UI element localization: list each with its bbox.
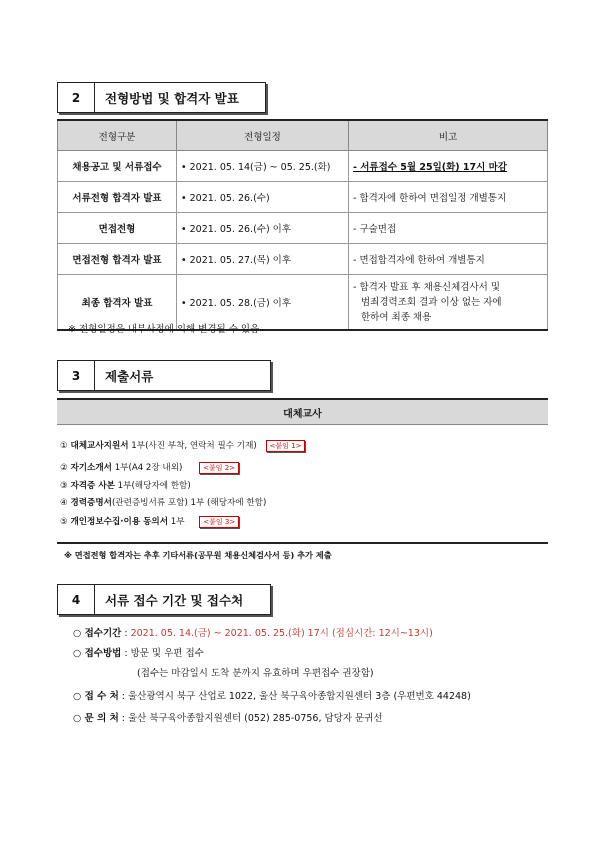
section-number: 4 — [57, 584, 94, 615]
item-name: 경력증명서 — [70, 498, 112, 508]
reception-contact: ○ 문 의 처 : 울산 북구육아종합지원센터 (052) 285-0756, 담당자 문귀선 — [73, 713, 383, 724]
item-number: ① — [60, 441, 68, 451]
attachment-tag: <붙임 3> — [199, 516, 239, 528]
contact-label: ○ 문 의 처 — [73, 713, 119, 724]
section-3-heading — [57, 360, 271, 391]
list-item — [60, 439, 305, 452]
method-note: (접수는 마감일시 도착 분까지 유효하며 우편접수 권장함) — [137, 668, 374, 679]
list-item — [60, 496, 266, 508]
table-row — [58, 213, 548, 244]
schedule-type: 면접전형 — [58, 213, 177, 244]
method-label: ○ 접수방법 — [73, 648, 122, 659]
item-name: 개인정보수집·이용 동의서 — [70, 517, 169, 527]
attachment-tag: <붙임 1> — [266, 440, 306, 452]
documents-header: 대체교사 — [57, 398, 548, 425]
schedule-type: 채용공고 및 서류접수 — [58, 151, 177, 182]
schedule-note: - 면접합격자에 한하여 개별통지 — [349, 244, 548, 275]
item-number: ③ — [60, 481, 68, 491]
schedule-date: • 2021. 05. 14(금) ~ 05. 25.(화) — [177, 151, 349, 182]
table-row — [58, 182, 548, 213]
note-line: 한하여 최종 채용 — [361, 311, 432, 323]
section-number: 2 — [57, 82, 94, 113]
method-value: 방문 및 우편 접수 — [130, 648, 204, 659]
documents-footnote: ※ 면접전형 합격자는 추후 기타서류(공무원 채용신체검사서 등) 추가 제출 — [64, 550, 332, 560]
section-title: 서류 접수 기간 및 접수처 — [94, 584, 271, 615]
schedule-note: - 서류접수 5월 25일(화) 17시 마감 — [349, 151, 548, 182]
schedule-date: • 2021. 05. 28.(금) 이후 — [177, 275, 349, 331]
item-number: ⑤ — [60, 517, 68, 527]
schedule-table — [57, 119, 548, 331]
attachment-tag: <붙임 2> — [199, 462, 239, 474]
section-2-heading — [57, 82, 266, 113]
item-name: 자격증 사본 — [70, 481, 115, 491]
item-detail: 1부 — [168, 517, 185, 527]
item-name: 자기소개서 — [70, 463, 112, 473]
section-title: 전형방법 및 합격자 발표 — [94, 82, 266, 113]
item-detail: 1부(A4 2장 내외) — [111, 463, 183, 473]
table-row — [58, 244, 548, 275]
schedule-type: 면접전형 합격자 발표 — [58, 244, 177, 275]
item-number: ② — [60, 463, 68, 473]
item-detail: (관련증빙서류 포함) 1부 (해당자에 한함) — [111, 498, 267, 508]
schedule-note: - 구술면접 — [349, 213, 548, 244]
list-item — [60, 515, 239, 528]
item-detail: 1부(사진 부착, 연락처 필수 기재) — [128, 441, 257, 451]
divider — [57, 542, 548, 544]
section-number: 3 — [57, 360, 94, 391]
table-row — [58, 151, 548, 182]
column-header: 전형구분 — [58, 120, 177, 151]
note-line: - 합격자 발표 후 채용신체검사서 및 — [353, 281, 501, 293]
section-4-heading — [57, 584, 271, 615]
item-detail: 1부(해당자에 한함) — [114, 481, 191, 491]
schedule-note: - 합격자에 한하여 면접일정 개별통지 — [349, 182, 548, 213]
schedule-date: • 2021. 05. 26.(수) 이후 — [177, 213, 349, 244]
table-header-row — [58, 120, 548, 151]
reception-method: ○ 접수방법 : 방문 및 우편 접수 — [73, 648, 204, 659]
column-header: 비고 — [349, 120, 548, 151]
schedule-date: • 2021. 05. 26.(수) — [177, 182, 349, 213]
column-header: 전형일정 — [177, 120, 349, 151]
list-item — [60, 479, 191, 491]
place-label: ○ 접 수 처 — [73, 691, 119, 702]
contact-value: 울산 북구육아종합지원센터 (052) 285-0756, 담당자 문귀선 — [128, 713, 383, 724]
note-line: 범죄경력조회 결과 이상 없는 자에 — [361, 296, 502, 308]
schedule-date: • 2021. 05. 27.(목) 이후 — [177, 244, 349, 275]
item-name: 대체교사지원서 — [70, 441, 129, 451]
reception-place: ○ 접 수 처 : 울산광역시 북구 산업로 1022, 울산 북구육아종합지원센터 3층 (우편번호 44248) — [73, 691, 471, 702]
place-value: 울산광역시 북구 산업로 1022, 울산 북구육아종합지원센터 3층 (우편번호 44248) — [128, 691, 471, 702]
schedule-type: 최종 합격자 발표 — [58, 275, 177, 331]
period-label: ○ 접수기간 — [73, 628, 122, 639]
item-number: ④ — [60, 498, 68, 508]
period-value: 2021. 05. 14.(금) ~ 2021. 05. 25.(화) 17시 (점심시간: 12시~13시) — [130, 628, 433, 639]
section-title: 제출서류 — [94, 360, 271, 391]
reception-period: ○ 접수기간 : 2021. 05. 14.(금) ~ 2021. 05. 25.(화) 17시 (점심시간: 12시~13시) — [73, 628, 433, 639]
list-item — [60, 461, 239, 474]
schedule-footnote: ※ 전형일정은 내부사정에 의해 변경될 수 있음 — [68, 324, 260, 335]
schedule-note — [349, 275, 548, 331]
schedule-type: 서류전형 합격자 발표 — [58, 182, 177, 213]
